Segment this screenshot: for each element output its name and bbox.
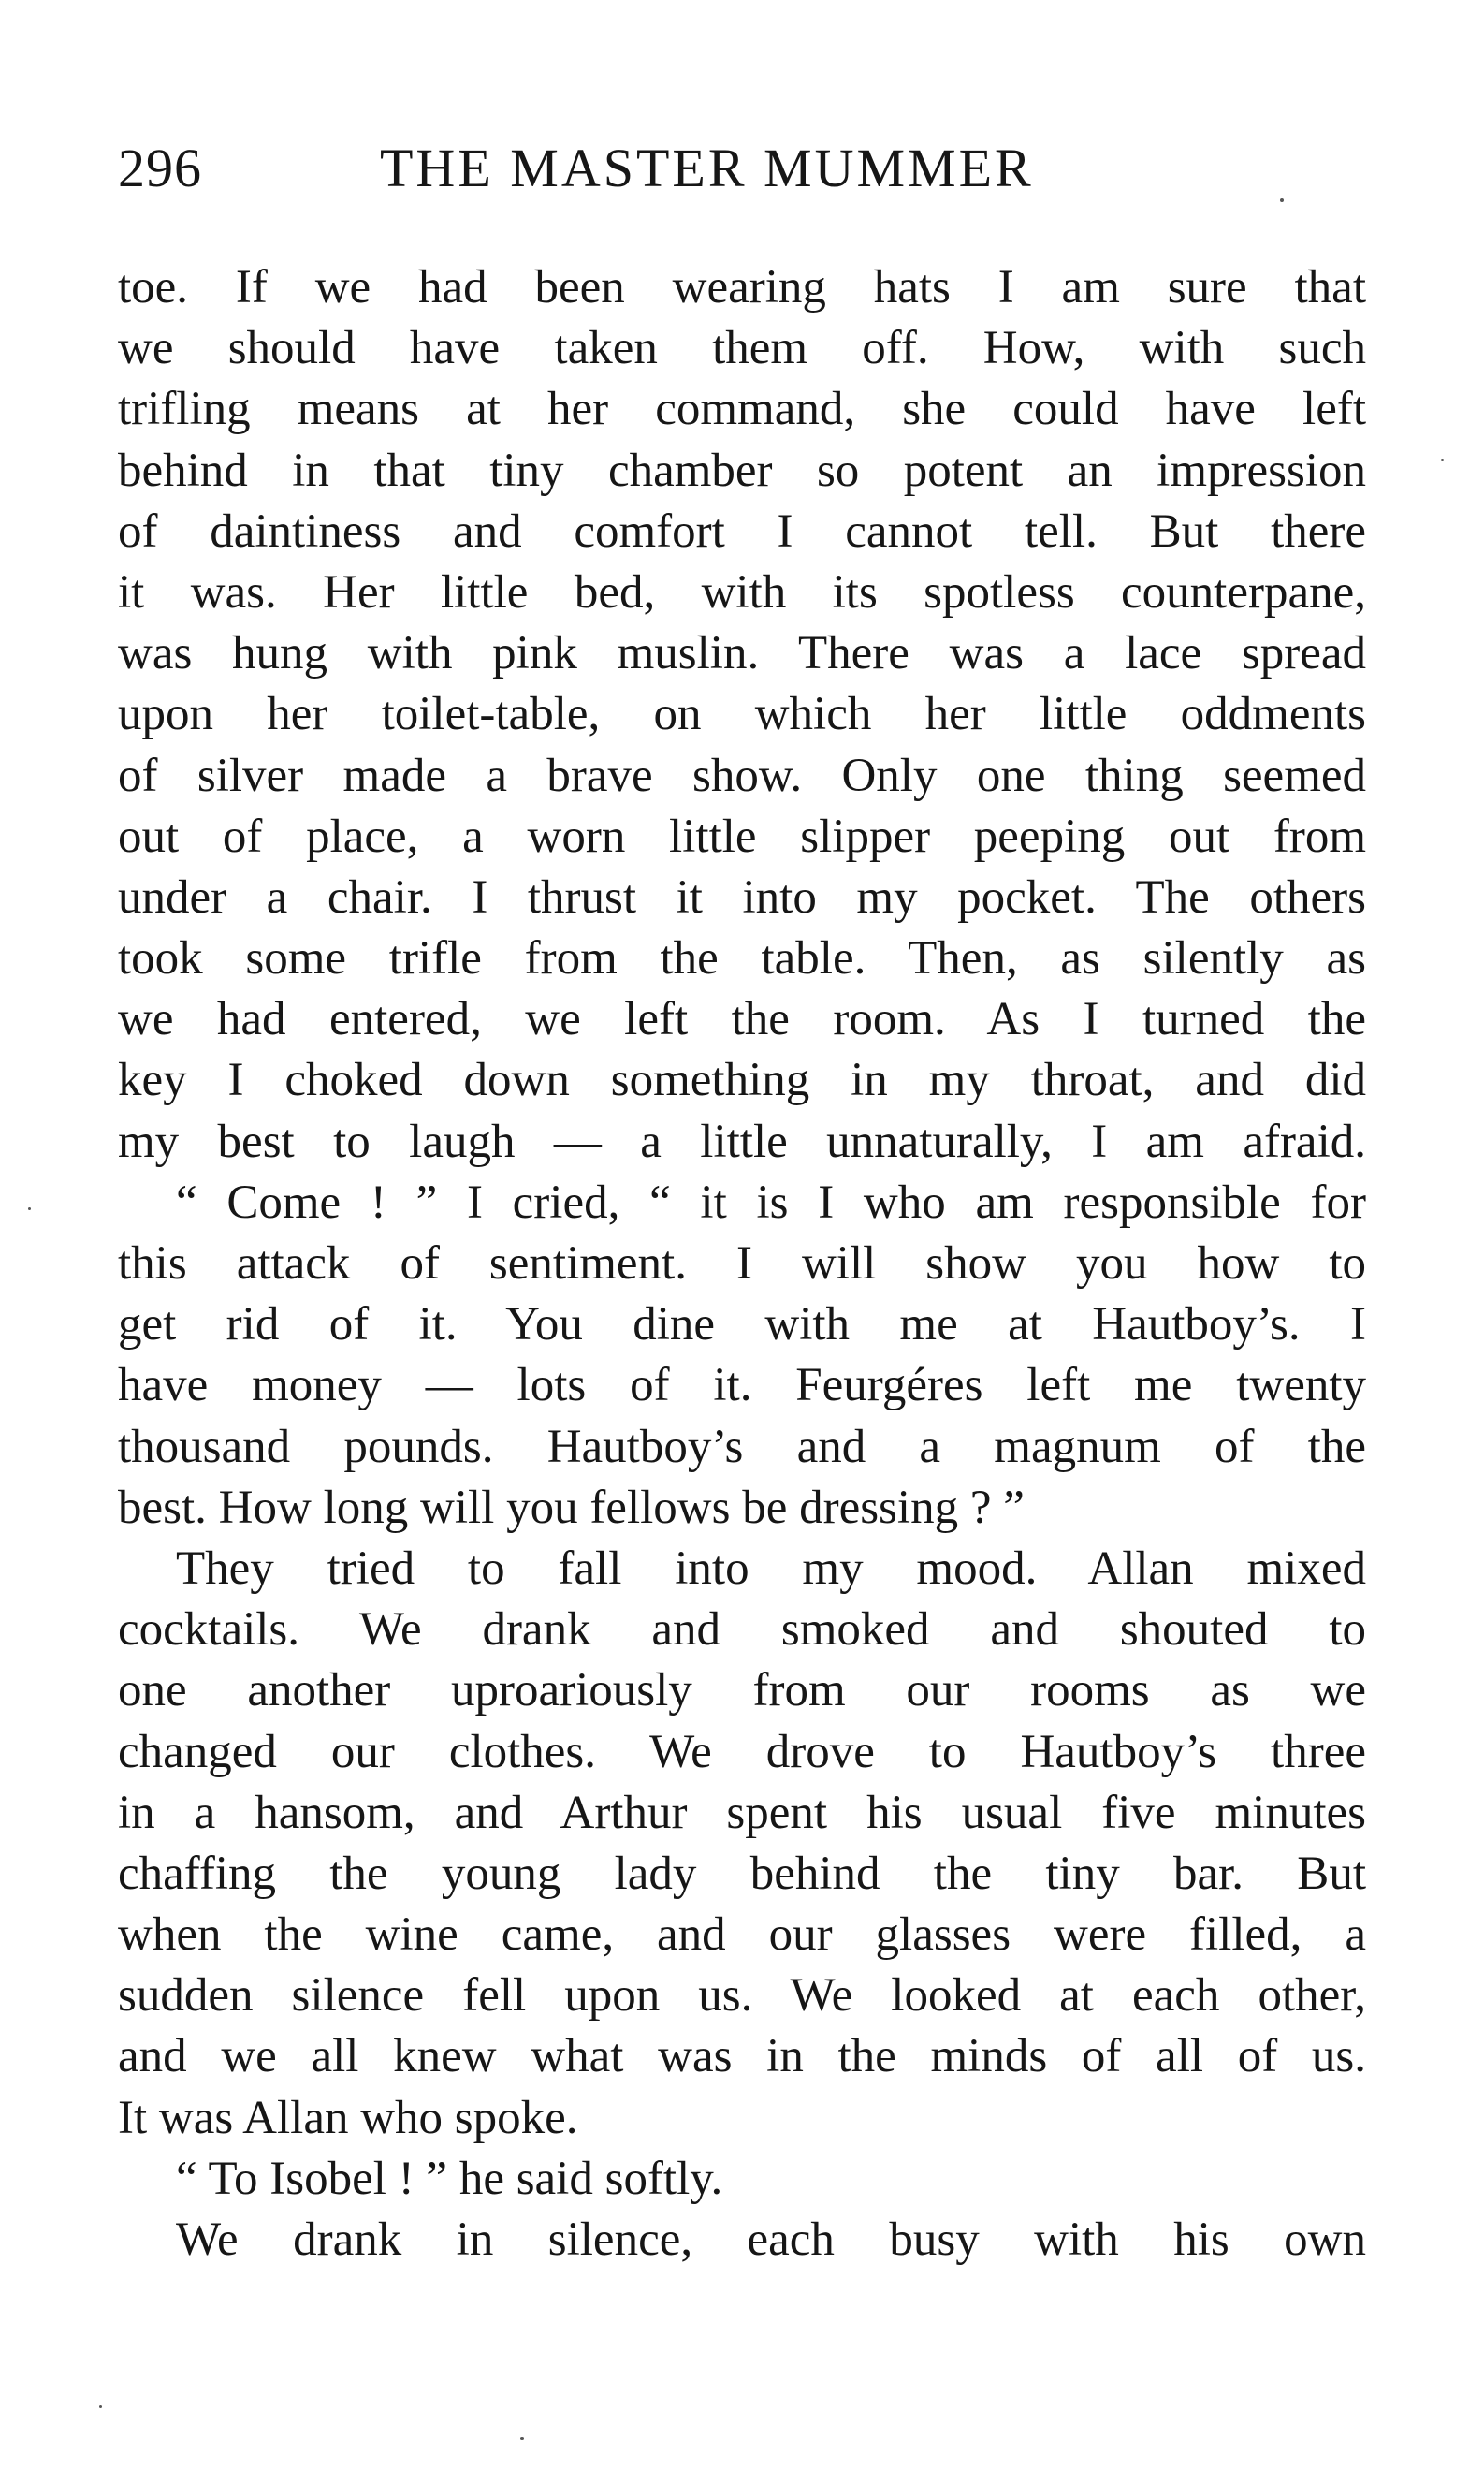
text-line: when the wine came, and our glasses were filled, a — [118, 1908, 1366, 1962]
text-line: “ Come ! ” I cried, “ it is I who am responsible for — [176, 1176, 1366, 1229]
book-title: THE MASTER MUMMER — [380, 138, 1034, 198]
text-line: “ To Isobel ! ” he said softly. — [176, 2152, 723, 2205]
text-line: my best to laugh — a little unnaturally, I am afraid. — [118, 1115, 1366, 1168]
text-line: of silver made a brave show. Only one thing seemed — [118, 749, 1366, 802]
scan-speck — [1280, 198, 1284, 202]
text-line: one another uproariously from our rooms as we — [118, 1664, 1366, 1717]
text-line: trifling means at her command, she could have left — [118, 383, 1366, 436]
text-line: get rid of it. You dine with me at Hautboy’s. I — [118, 1298, 1366, 1351]
scan-speck — [99, 2405, 102, 2408]
text-line: in a hansom, and Arthur spent his usual five minutes — [118, 1786, 1366, 1839]
text-line: cocktails. We drank and smoked and shouted to — [118, 1603, 1366, 1657]
page-number: 296 — [118, 138, 202, 198]
running-head — [118, 131, 1372, 206]
text-line: have money — lots of it. Feurgéres left me twenty — [118, 1359, 1366, 1412]
text-line: sudden silence fell upon us. We looked at each other, — [118, 1969, 1366, 2023]
text-line: toe. If we had been wearing hats I am sure that — [118, 261, 1366, 314]
text-line: changed our clothes. We drove to Hautboy’s three — [118, 1725, 1366, 1778]
text-line: out of place, a worn little slipper peeping out from — [118, 810, 1366, 863]
scan-speck — [28, 1207, 31, 1210]
text-line: thousand pounds. Hautboy’s and a magnum of the — [118, 1420, 1366, 1473]
text-line: it was. Her little bed, with its spotless counterpane, — [118, 565, 1366, 619]
text-line: behind in that tiny chamber so potent an impression — [118, 444, 1366, 497]
text-line: key I choked down something in my throat, and did — [118, 1054, 1366, 1107]
text-line: chaffing the young lady behind the tiny bar. But — [118, 1847, 1366, 1900]
text-line: We drank in silence, each busy with his own — [176, 2213, 1366, 2266]
text-line: this attack of sentiment. I will show you how to — [118, 1237, 1366, 1290]
body-text — [118, 257, 1366, 2271]
text-line: It was Allan who spoke. — [118, 2091, 578, 2144]
text-line: best. How long will you fellows be dressing ? ” — [118, 1481, 1025, 1534]
text-line: They tried to fall into my mood. Allan mixed — [176, 1541, 1366, 1595]
text-line: and we all knew what was in the minds of all of us. — [118, 2030, 1366, 2083]
scan-speck — [520, 2437, 524, 2440]
text-line: took some trifle from the table. Then, as silently as — [118, 932, 1366, 986]
text-line: we had entered, we left the room. As I turned the — [118, 993, 1366, 1046]
text-line: of daintiness and comfort I cannot tell. But there — [118, 504, 1366, 558]
scan-speck — [1441, 459, 1444, 461]
text-line: we should have taken them off. How, with such — [118, 322, 1366, 375]
text-line: was hung with pink muslin. There was a lace spread — [118, 627, 1366, 680]
text-line: under a chair. I thrust it into my pocket. The others — [118, 870, 1366, 924]
text-line: upon her toilet-table, on which her little oddments — [118, 688, 1366, 741]
